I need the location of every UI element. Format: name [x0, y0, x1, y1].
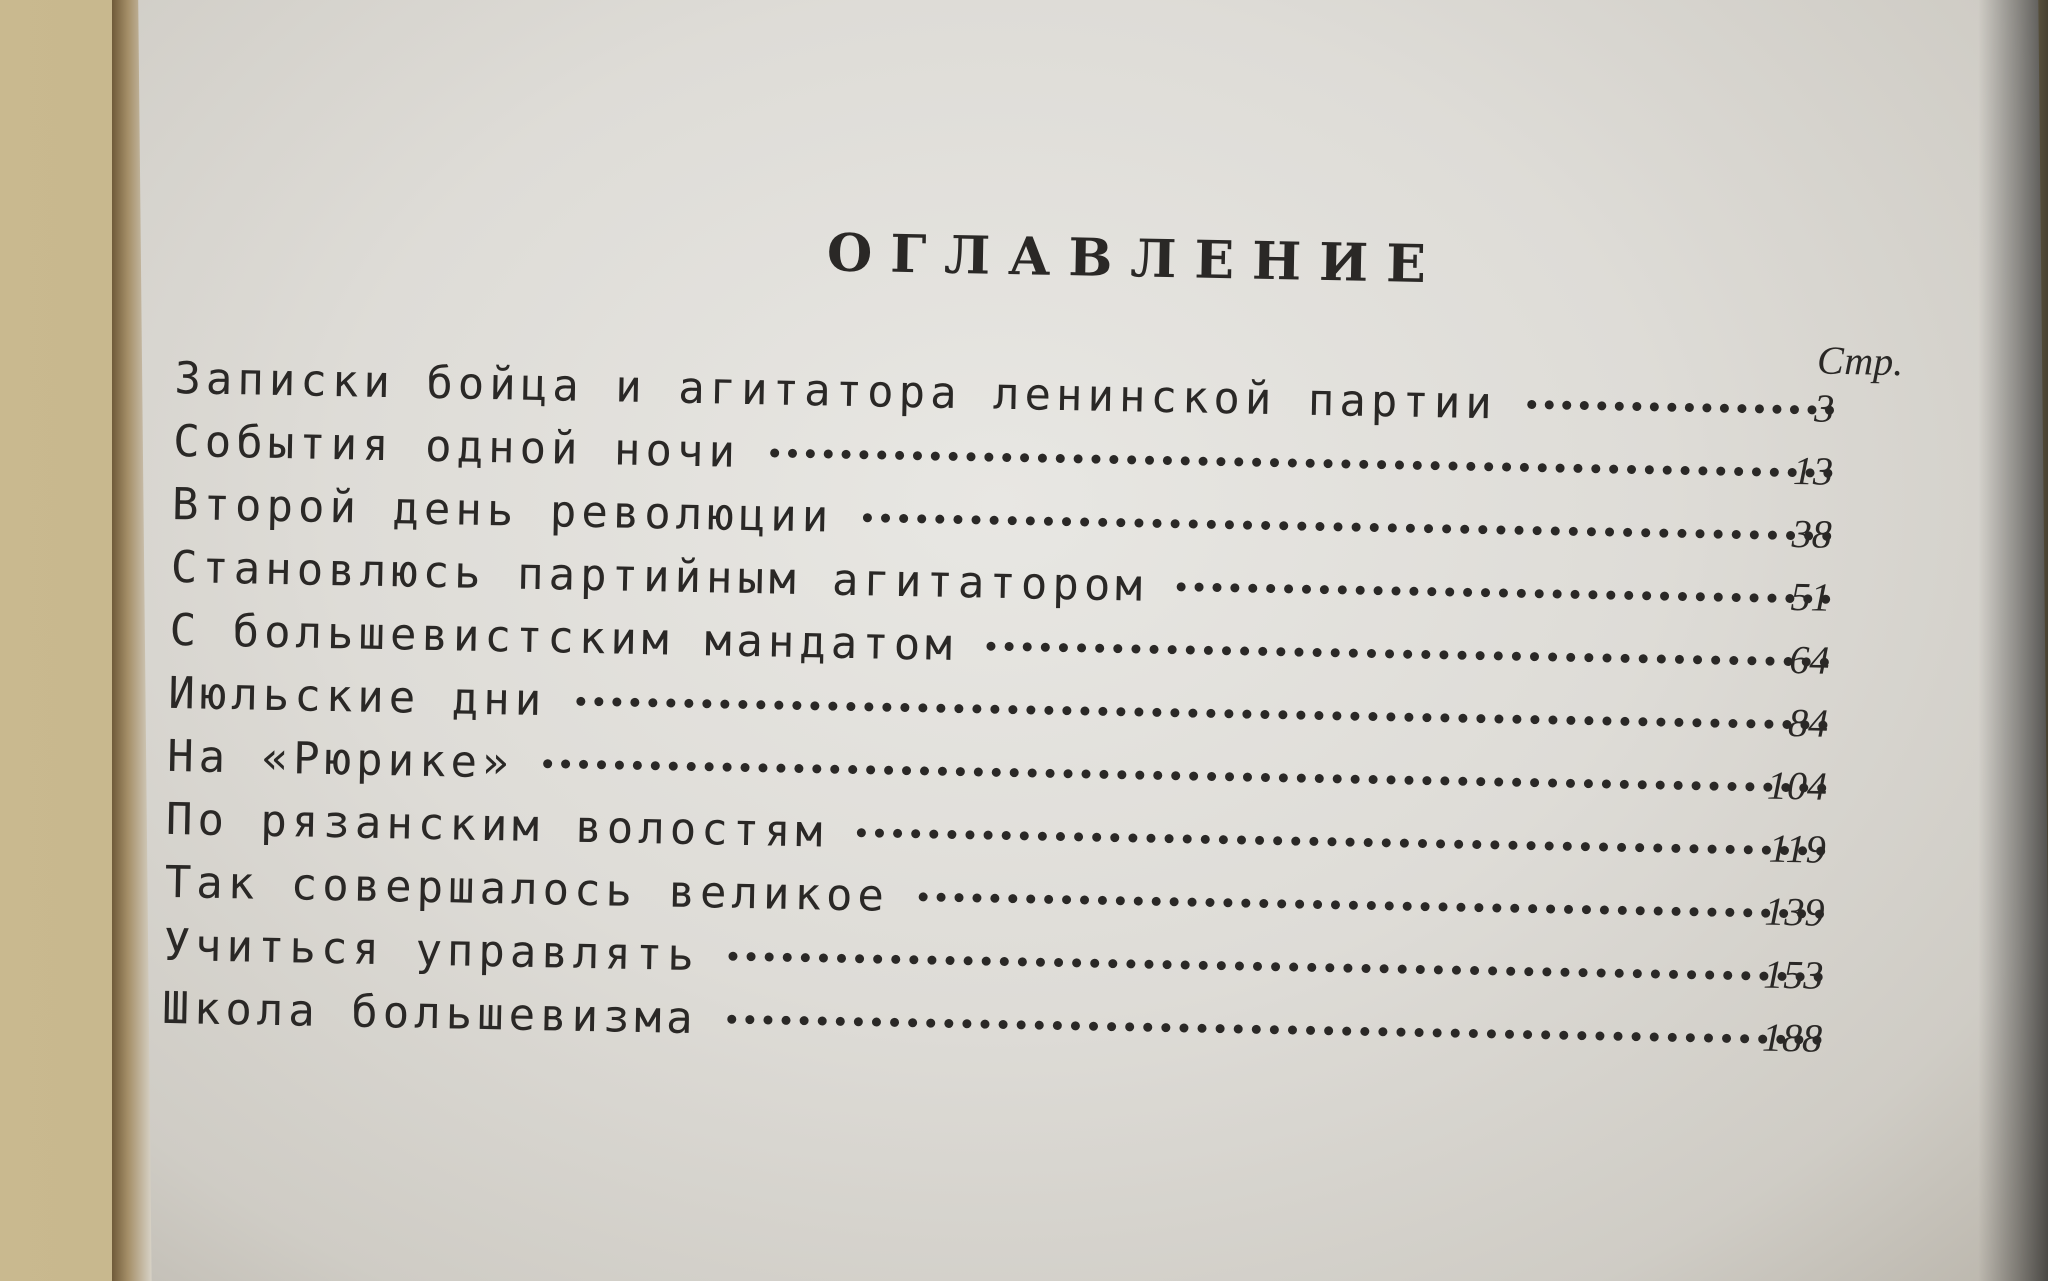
toc-entry-page: 64 — [1788, 637, 1830, 683]
toc-heading: ОГЛАВЛЕНИЕ — [826, 222, 1445, 296]
toc-entry-title: С большевистским мандатом — [169, 604, 958, 672]
toc-entry-page: 153 — [1762, 951, 1824, 998]
page-column-label: Стр. — [1816, 337, 1904, 385]
toc-entry-page: 51 — [1790, 574, 1832, 620]
dot-leader — [576, 697, 1828, 730]
toc-entry-title: Так совершалось великое — [164, 856, 890, 922]
toc-entry-page: 188 — [1761, 1014, 1823, 1061]
toc-entry-page: 13 — [1792, 448, 1834, 494]
dot-leader — [728, 1015, 1823, 1045]
toc-entry-page: 3 — [1813, 385, 1835, 431]
dot-leader — [863, 513, 1832, 541]
toc-entry-title: На «Рюрике» — [166, 730, 515, 789]
toc-entry-page: 139 — [1764, 888, 1825, 935]
dot-leader — [543, 759, 1827, 793]
toc-entry-page: 38 — [1791, 511, 1833, 557]
toc-entry-page: 84 — [1787, 700, 1829, 746]
dot-leader — [729, 952, 1824, 982]
toc-entry-page: 104 — [1766, 762, 1828, 809]
dot-leader — [857, 828, 1826, 856]
toc-entry-title: Учиться управлять — [163, 919, 700, 982]
dot-leader — [987, 642, 1830, 667]
toc-entry-page: 119 — [1768, 825, 1827, 872]
toc-entry-title: События одной ночи — [172, 415, 741, 478]
toc-entry-title: Становлюсь партийным агитатором — [170, 541, 1148, 612]
dot-leader — [770, 448, 1833, 477]
toc-entries — [162, 353, 1895, 1079]
toc-entry-title: Записки бойца и агитатора ленинской партии — [173, 352, 1498, 430]
toc-entry-title: По рязанским волостям — [165, 793, 828, 858]
toc-entry-title: Июльские дни — [167, 667, 547, 727]
page-shadow — [1978, 0, 2048, 1281]
dot-leader — [1177, 582, 1831, 604]
toc-entry-title: Второй день революции — [171, 478, 834, 543]
dot-leader — [919, 892, 1825, 918]
toc-entry-title: Школа большевизма — [161, 982, 699, 1045]
